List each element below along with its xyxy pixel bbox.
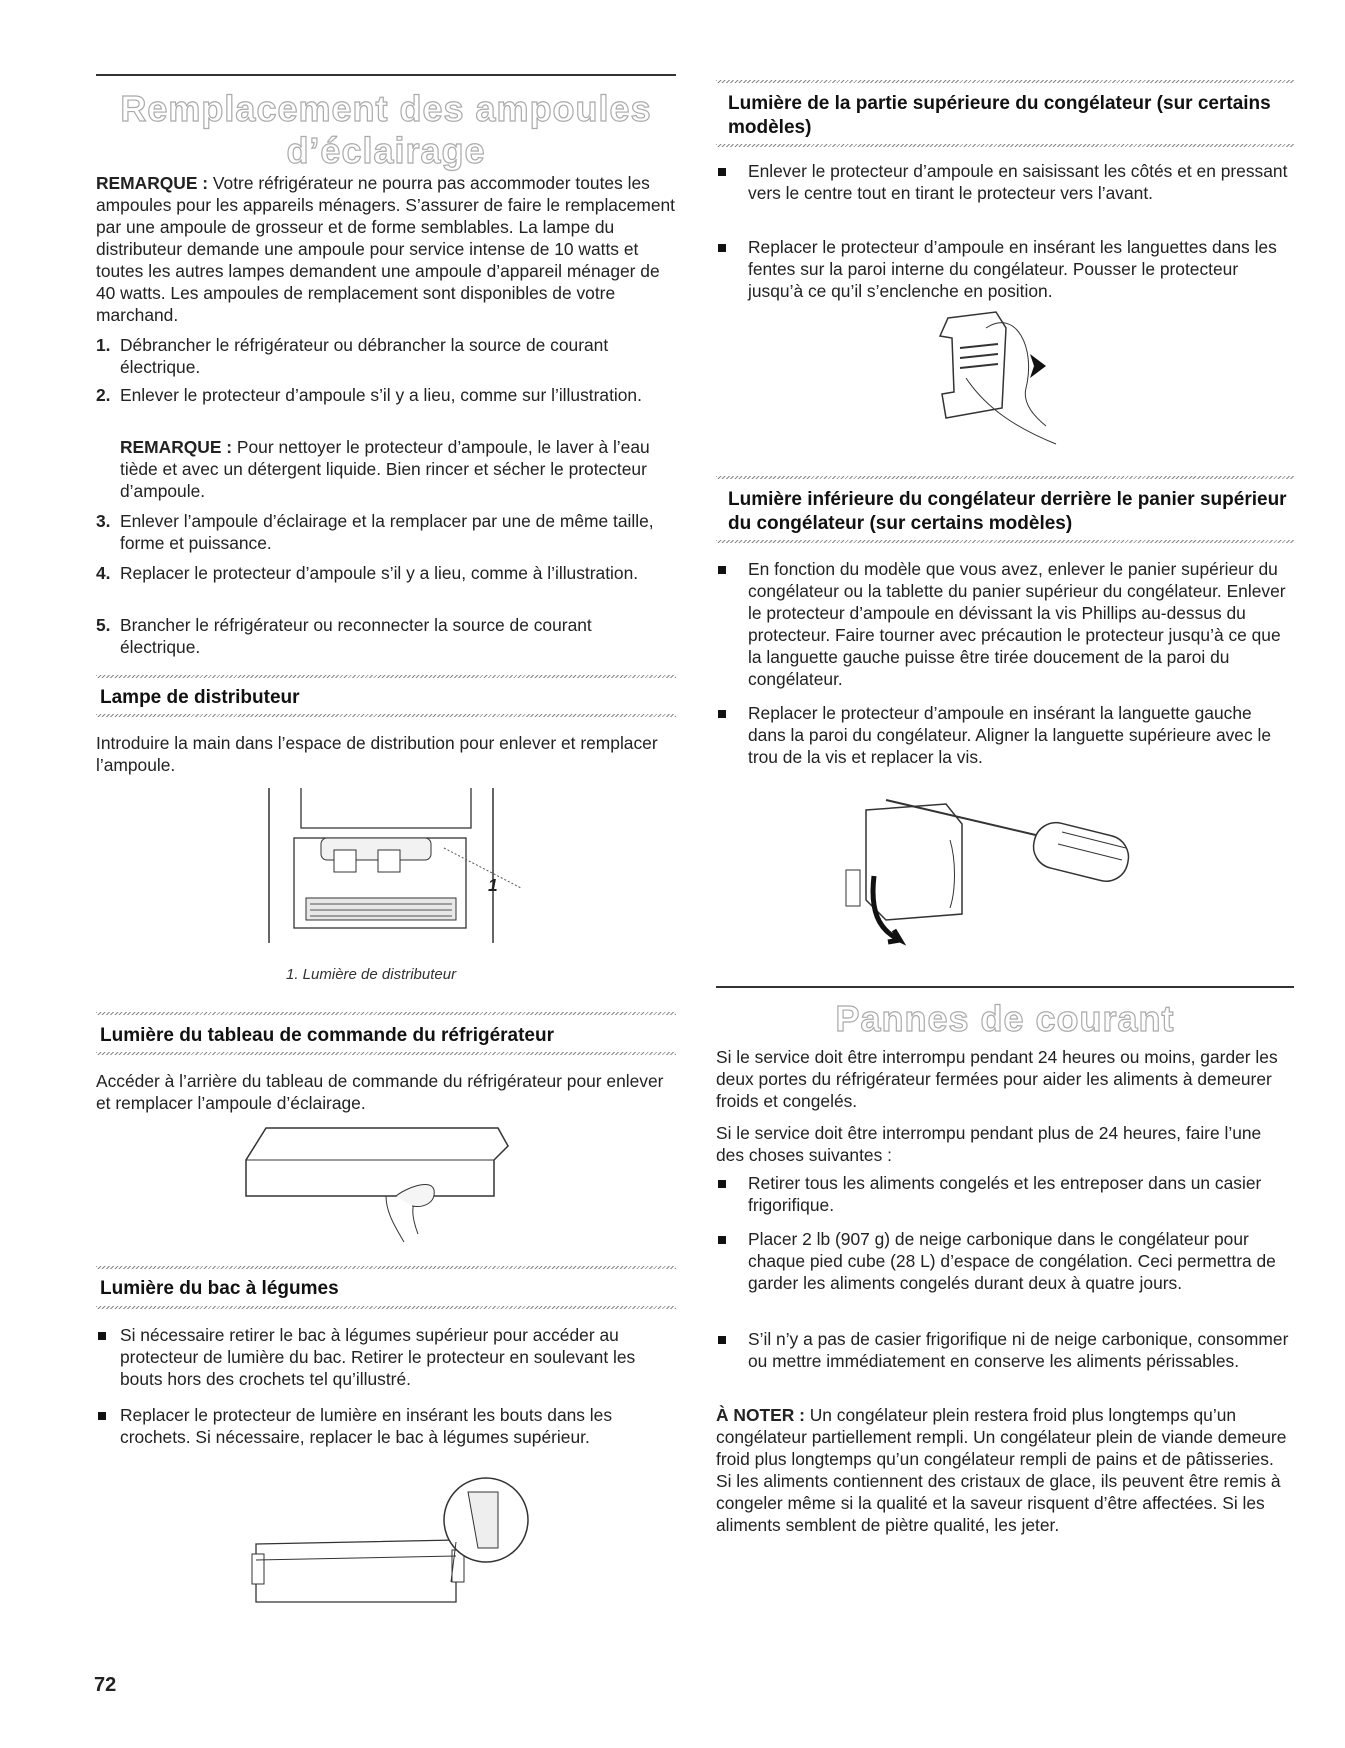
- hatch-divider: [96, 1052, 676, 1055]
- power-outage-title: Pannes de courant: [835, 998, 1175, 1039]
- lower-bullet-text: Replacer le protecteur d’ampoule en insérant la languette gauche dans la paroi du congélateur. Aligner la languette supérieure avec le trou de la vis et replacer la vis.: [748, 703, 1272, 767]
- step-number: 2.: [96, 385, 111, 405]
- crisper-illustration: [246, 1472, 546, 1602]
- step2-note: [120, 436, 676, 502]
- step-text: Enlever l’ampoule d’éclairage et la remplacer par une de même taille, forme et puissance.: [120, 511, 654, 553]
- step-text: Débrancher le réfrigérateur ou débrancher la source de courant électrique.: [120, 335, 609, 377]
- bullet: [718, 244, 726, 252]
- crisper-bullet-text: Replacer le protecteur de lumière en insérant les bouts dans les crochets. Si nécessaire, replacer le bac à légumes supérieur.: [120, 1405, 613, 1447]
- hatch-divider: [716, 144, 1294, 147]
- dispenser-illustration: [266, 788, 566, 978]
- hatch-divider: [96, 714, 676, 717]
- dispenser-caption: 1. Lumière de distributeur: [286, 966, 457, 983]
- upper-freezer-heading: Lumière de la partie supérieure du congélateur (sur certains modèles): [728, 93, 1271, 138]
- section-rule: [716, 986, 1294, 988]
- crisper-heading: Lumière du bac à légumes: [100, 1278, 339, 1299]
- hatch-divider: [96, 1306, 676, 1309]
- upper-freezer-illustration: [926, 308, 1076, 458]
- page-number: 72: [94, 1674, 117, 1696]
- dispenser-callout: 1: [488, 875, 498, 895]
- remarque-text: Votre réfrigérateur ne pourra pas accommoder toutes les ampoules pour les appareils ménagers. S’assurer de faire le remplacement par une ampoule de grosseur et de forme semblables. La lampe du distributeur demande une ampoule pour service intense de 10 watts et toutes les autres lampes demandent une ampoule d’appareil ménager de 40 watts. Les ampoules de remplacement sont disponibles de votre marchand.: [96, 173, 676, 325]
- noter-paragraph: [716, 1404, 1294, 1536]
- control-text: Accéder à l’arrière du tableau de commande du réfrigérateur pour enlever et remplacer l’ampoule d’éclairage.: [96, 1071, 664, 1113]
- bullet: [718, 1236, 726, 1244]
- remarque-paragraph: [96, 172, 676, 326]
- step-text: Enlever le protecteur d’ampoule s’il y a lieu, comme sur l’illustration.: [120, 385, 642, 405]
- dispenser-text: Introduire la main dans l’espace de distribution pour enlever et remplacer l’ampoule.: [96, 733, 658, 775]
- control-heading: Lumière du tableau de commande du réfrigérateur: [100, 1025, 554, 1046]
- power-bullet-text: Placer 2 lb (907 g) de neige carbonique dans le congélateur pour chaque pied cube (28 L) d’espace de congélation. Ceci permettra de garder les aliments congelés durant deux à quatre jours.: [748, 1229, 1276, 1293]
- hatch-divider: [96, 1012, 676, 1015]
- hatch-divider: [96, 675, 676, 678]
- step-number: 5.: [96, 615, 111, 635]
- upper-bullet-text: Enlever le protecteur d’ampoule en saisissant les côtés et en pressant vers le centre tout en tirant le protecteur vers l’avant.: [748, 161, 1288, 203]
- step2-note-label: REMARQUE :: [120, 437, 233, 457]
- power-paragraph-1: Si le service doit être interrompu pendant 24 heures ou moins, garder les deux portes du réfrigérateur fermées pour aider les aliments à demeurer froids et congelés.: [716, 1047, 1278, 1111]
- control-panel-illustration: [236, 1118, 536, 1250]
- section-title-line2: d’éclairage: [286, 130, 486, 171]
- bullet: [718, 168, 726, 176]
- crisper-bullet-text: Si nécessaire retirer le bac à légumes supérieur pour accéder au protecteur de lumière du bac. Retirer le protecteur en soulevant les bouts hors des crochets tel qu’illustré.: [120, 1325, 636, 1389]
- power-bullet-text: S’il n’y a pas de casier frigorifique ni de neige carbonique, consommer ou mettre immédiatement en conserve les aliments périssables.: [748, 1329, 1289, 1371]
- step-text: Brancher le réfrigérateur ou reconnecter la source de courant électrique.: [120, 615, 592, 657]
- section-title-line1: Remplacement des ampoules: [120, 88, 652, 129]
- lower-freezer-illustration: [826, 780, 1146, 960]
- bullet: [718, 566, 726, 574]
- step-number: 4.: [96, 563, 111, 583]
- upper-bullet-text: Replacer le protecteur d’ampoule en insérant les languettes dans les fentes sur la paroi interne du congélateur. Pousser le protecteur jusqu’à ce qu’il s’enclenche en position.: [748, 237, 1277, 301]
- step-text: Replacer le protecteur d’ampoule s’il y a lieu, comme à l’illustration.: [120, 563, 639, 583]
- bullet: [98, 1412, 106, 1420]
- noter-text: Un congélateur plein restera froid plus longtemps qu’un congélateur partiellement rempli. Un congélateur plein de viande demeure froid plus longtemps qu’un congélateur rempli de pains et de pâtisseries. Si les aliments contiennent des cristaux de glace, ils peuvent être remis à congeler même si la qualité et la saveur risquent d’être affectées. Si les aliments semblent de piètre qualité, les jeter.: [716, 1405, 1287, 1535]
- step-number: 3.: [96, 511, 111, 531]
- dispenser-heading: Lampe de distributeur: [100, 687, 300, 708]
- hatch-divider: [716, 476, 1294, 479]
- hatch-divider: [716, 80, 1294, 83]
- step-number: 1.: [96, 335, 111, 355]
- bullet: [718, 1180, 726, 1188]
- hatch-divider: [96, 1266, 676, 1269]
- lower-bullet-text: En fonction du modèle que vous avez, enlever le panier supérieur du congélateur ou la tablette du panier supérieur du congélateur. Enlever le protecteur d’ampoule en dévissant la vis Phillips au-dessus du protecteur. Faire tourner avec précaution le protecteur jusqu’à ce que la languette gauche puisse être tirée doucement de la paroi du congélateur.: [748, 559, 1286, 689]
- noter-label: À NOTER :: [716, 1405, 805, 1425]
- section-rule: [96, 74, 676, 76]
- bullet: [98, 1332, 106, 1340]
- bullet: [718, 710, 726, 718]
- remarque-label: REMARQUE :: [96, 173, 209, 193]
- lower-freezer-heading: Lumière inférieure du congélateur derrière le panier supérieur du congélateur (sur certains modèles): [728, 489, 1287, 534]
- power-bullet-text: Retirer tous les aliments congelés et les entreposer dans un casier frigorifique.: [748, 1173, 1262, 1215]
- power-paragraph-2: Si le service doit être interrompu pendant plus de 24 heures, faire l’une des choses suivantes :: [716, 1123, 1262, 1165]
- hatch-divider: [716, 540, 1294, 543]
- bullet: [718, 1336, 726, 1344]
- step2-note-text: Pour nettoyer le protecteur d’ampoule, le laver à l’eau tiède et avec un détergent liquide. Bien rincer et sécher le protecteur d’ampoule.: [120, 437, 650, 501]
